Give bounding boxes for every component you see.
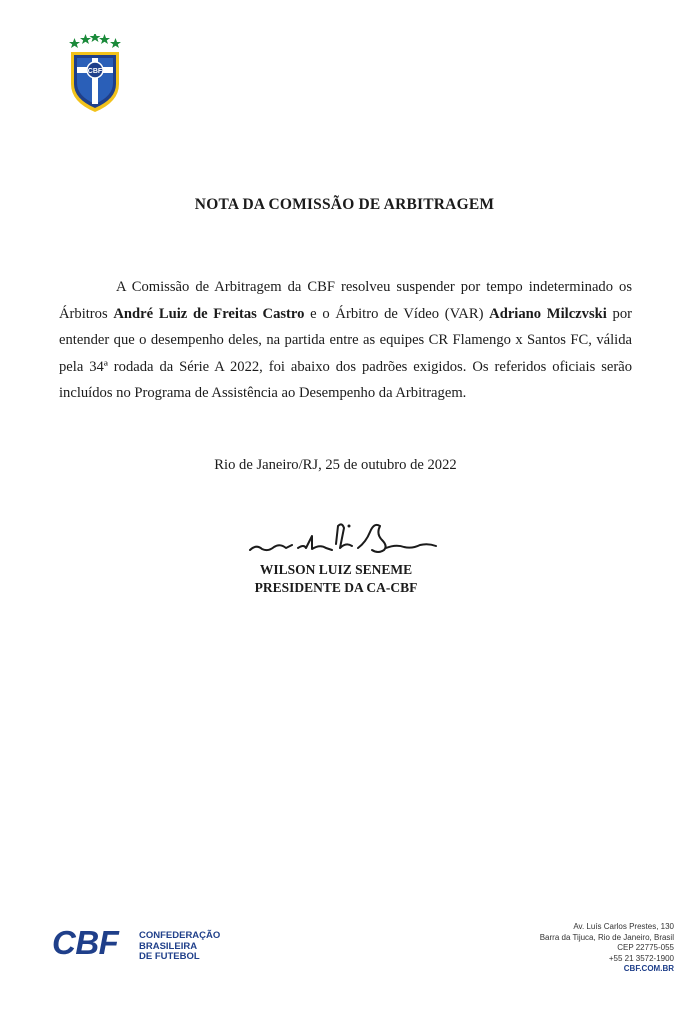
body-text-part-3: por entender que o desempenho deles, na partida entre as equipes CR Flamengo x Santos FC, válida pela 34ª rodada da Série A 2022, foi abaixo dos padrões exigidos. Os referidos oficiais serão incluídos no Programa de Assistência ao Desempenho da Arbitragem. xyxy=(59,305,632,401)
website-link[interactable]: CBF.COM.BR xyxy=(623,964,674,973)
svg-text:CBF: CBF xyxy=(87,68,103,75)
document-body xyxy=(59,274,632,407)
org-name-line: BRASILEIRA xyxy=(139,940,198,952)
signer-name: WILSON LUIZ SENEME xyxy=(259,562,413,577)
footer-cbf-logo: CBF xyxy=(52,924,119,961)
org-name-line: DE FUTEBOL xyxy=(139,951,200,962)
place-date: Rio de Janeiro/RJ, 25 de outubro de 2022 xyxy=(214,457,457,473)
handwritten-signature xyxy=(246,514,442,564)
referee-name-2: Adriano Milczvski xyxy=(489,305,607,322)
address-line: Barra da Tijuca, Rio de Janeiro, Brasil xyxy=(539,932,674,942)
stars xyxy=(69,34,121,48)
phone: +55 21 3572-1900 xyxy=(608,953,674,963)
document-title: NOTA DA COMISSÃO DE ARBITRAGEM xyxy=(194,196,495,213)
cbf-crest-logo xyxy=(64,34,126,114)
org-name-line: CONFEDERAÇÃO xyxy=(139,930,221,941)
signer-role: PRESIDENTE DA CA-CBF xyxy=(254,580,418,595)
address-line: Av. Luís Carlos Prestes, 130 xyxy=(573,922,674,931)
footer-org-name xyxy=(139,931,220,963)
referee-name-1: André Luiz de Freitas Castro xyxy=(113,305,305,322)
body-text-part-1: A Comissão de Arbitragem da CBF resolveu suspender por tempo indeterminado os Árbitros xyxy=(59,279,632,322)
footer-address xyxy=(540,922,674,975)
address-line: CEP 22775-055 xyxy=(617,943,674,952)
body-text-part-2: e o Árbitro de Vídeo (VAR) xyxy=(304,305,490,322)
